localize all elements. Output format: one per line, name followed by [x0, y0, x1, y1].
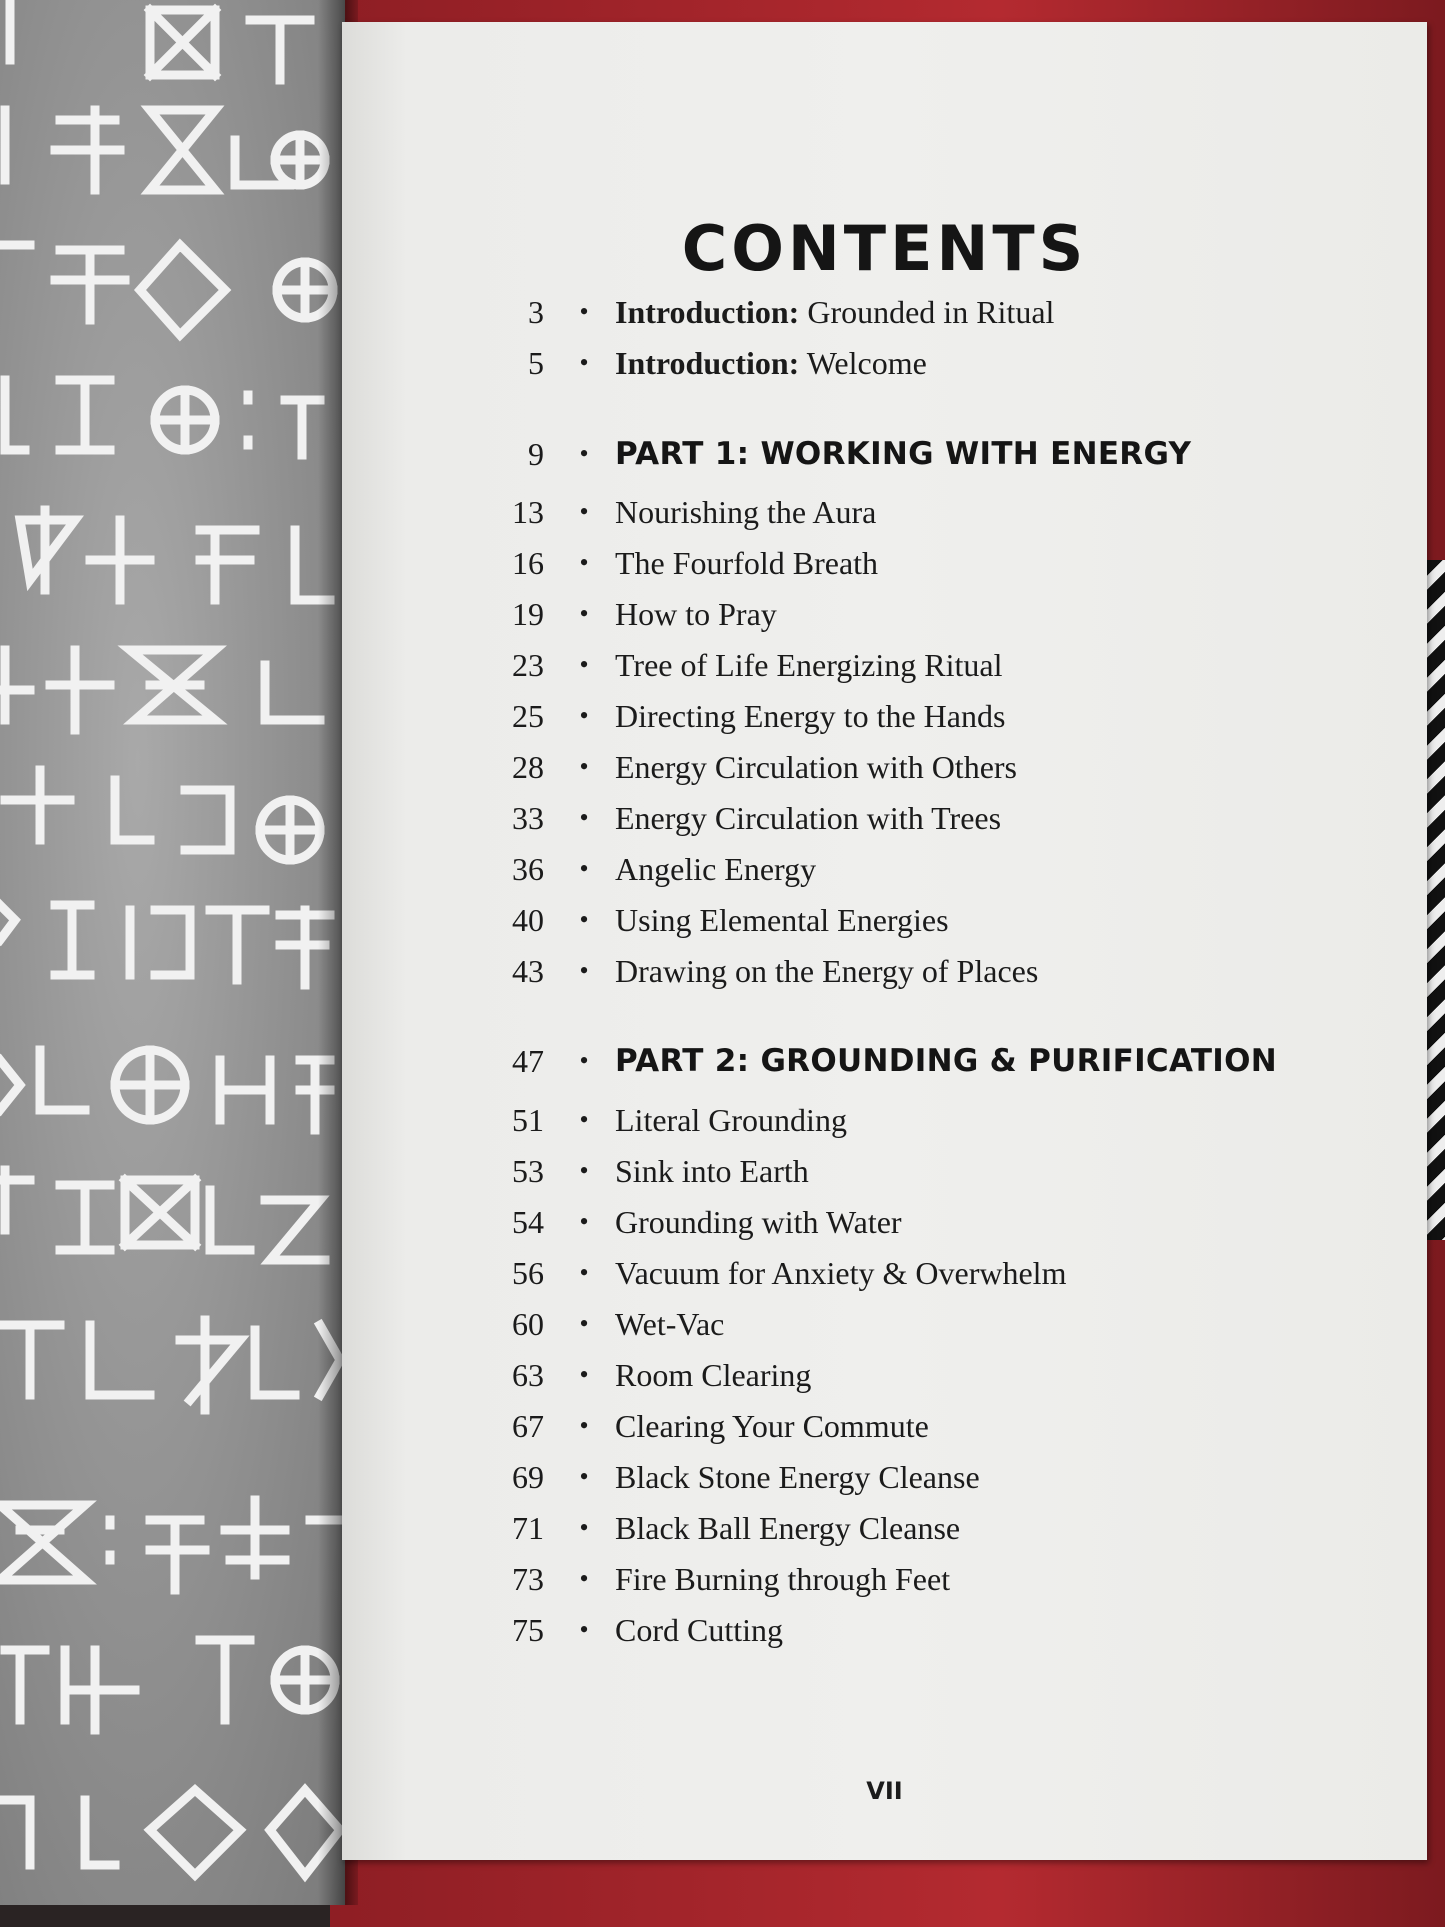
- toc-entry-text: Angelic Energy: [615, 851, 817, 887]
- toc-entry-text: Black Ball Energy Cleanse: [615, 1510, 961, 1546]
- toc-entry-title: [615, 795, 1001, 841]
- toc-entry-title: [615, 431, 1191, 477]
- toc-entry-text: Fire Burning through Feet: [615, 1561, 951, 1597]
- toc-entry-title: [615, 693, 1005, 739]
- toc-page-number: 56: [512, 1255, 544, 1291]
- toc-page-number: 19: [512, 596, 544, 632]
- bullet-icon: •: [579, 1046, 589, 1075]
- toc-entry-text: Drawing on the Energy of Places: [615, 953, 1039, 989]
- toc-page-number: 71: [512, 1510, 544, 1546]
- toc-entry-title: [615, 948, 1038, 994]
- toc-page-number: 54: [512, 1204, 544, 1240]
- bullet-icon: •: [579, 1462, 589, 1491]
- toc-entry-title: [615, 289, 1054, 335]
- toc-entry-text: Clearing Your Commute: [615, 1408, 929, 1444]
- bullet-icon: •: [579, 803, 589, 832]
- toc-entry-title: [615, 1403, 929, 1449]
- toc-page-number: 33: [512, 800, 544, 836]
- bullet-icon: •: [579, 854, 589, 883]
- toc-page-number: 16: [512, 545, 544, 581]
- bullet-icon: •: [579, 599, 589, 628]
- bullet-icon: •: [579, 1207, 589, 1236]
- toc-entry-text: Energy Circulation with Trees: [615, 800, 1002, 836]
- toc-page-number: 51: [512, 1102, 544, 1138]
- bullet-icon: •: [579, 1309, 589, 1338]
- toc-entry-text: Cord Cutting: [615, 1612, 784, 1648]
- toc-entry-title: [615, 591, 777, 637]
- toc-entry-title: [615, 846, 816, 892]
- glyph-pattern-icon: [0, 0, 345, 1905]
- bullet-icon: •: [579, 1615, 589, 1644]
- bullet-icon: •: [579, 1105, 589, 1134]
- toc-entry-text: Wet-Vac: [615, 1306, 725, 1342]
- toc-page-number: 5: [528, 345, 544, 381]
- bullet-icon: •: [579, 1513, 589, 1542]
- toc-page-number: 23: [512, 647, 544, 683]
- bullet-icon: •: [579, 956, 589, 985]
- bullet-icon: •: [579, 297, 589, 326]
- contents-page: [342, 22, 1427, 1860]
- bullet-icon: •: [579, 548, 589, 577]
- toc-entry-text: Sink into Earth: [615, 1153, 809, 1189]
- toc-entry-text: Welcome: [799, 345, 927, 381]
- toc-entry-text: The Fourfold Breath: [615, 545, 879, 581]
- bullet-icon: •: [579, 650, 589, 679]
- toc-page-number: 40: [512, 902, 544, 938]
- toc-page-number: 75: [512, 1612, 544, 1648]
- toc-entry-text: Black Stone Energy Cleanse: [615, 1459, 980, 1495]
- toc-page-number: 13: [512, 494, 544, 530]
- bullet-icon: •: [579, 701, 589, 730]
- toc-page-number: 53: [512, 1153, 544, 1189]
- toc-entry-text: Nourishing the Aura: [615, 494, 877, 530]
- toc-entry-title: [615, 1556, 950, 1602]
- toc-page-number: 63: [512, 1357, 544, 1393]
- toc-entry-text: PART 2: GROUNDING & PURIFICATION: [615, 1043, 1278, 1079]
- toc-entry-title: [615, 744, 1017, 790]
- toc-entry-text: Literal Grounding: [615, 1102, 847, 1138]
- toc-entry-title: [615, 1301, 724, 1347]
- bullet-icon: •: [579, 752, 589, 781]
- toc-entry-text: How to Pray: [615, 596, 777, 632]
- bullet-icon: •: [579, 348, 589, 377]
- toc-entry-title: [615, 1148, 809, 1194]
- toc-entry-text: Tree of Life Energizing Ritual: [615, 647, 1003, 683]
- toc-page-number: 73: [512, 1561, 544, 1597]
- toc-entry-title: [615, 1097, 847, 1143]
- page-title: CONTENTS: [681, 212, 1088, 285]
- toc-page-number: 67: [512, 1408, 544, 1444]
- bullet-icon: •: [579, 905, 589, 934]
- toc-page-number: 36: [512, 851, 544, 887]
- toc-entry-text: Vacuum for Anxiety & Overwhelm: [615, 1255, 1067, 1291]
- bullet-icon: •: [579, 1360, 589, 1389]
- toc-entry-text: Energy Circulation with Others: [615, 749, 1017, 785]
- toc-entry-text: Directing Energy to the Hands: [615, 698, 1006, 734]
- toc-entry-title: [615, 1607, 783, 1653]
- toc-entry-text: Grounding with Water: [615, 1204, 902, 1240]
- page-folio: VII: [866, 1777, 903, 1805]
- toc-entry-title: [615, 642, 1002, 688]
- bullet-icon: •: [579, 1156, 589, 1185]
- toc-page-number: 28: [512, 749, 544, 785]
- toc-entry-title: [615, 1199, 902, 1245]
- toc-page-number: 43: [512, 953, 544, 989]
- toc-entry-title: [615, 340, 927, 386]
- toc-page-number: 47: [512, 1043, 544, 1079]
- bullet-icon: •: [579, 1564, 589, 1593]
- toc-entry-title: [615, 1352, 811, 1398]
- table-of-contents: [342, 22, 1427, 1860]
- toc-entry-label: Introduction:: [615, 294, 800, 330]
- bullet-icon: •: [579, 497, 589, 526]
- toc-entry-text: Room Clearing: [615, 1357, 812, 1393]
- left-page-symbol-pattern: [0, 0, 345, 1905]
- toc-entry-title: [615, 897, 949, 943]
- toc-entry-text: Grounded in Ritual: [799, 294, 1055, 330]
- toc-entry-text: PART 1: WORKING WITH ENERGY: [615, 436, 1192, 472]
- toc-entry-title: [615, 1454, 980, 1500]
- toc-page-number: 69: [512, 1459, 544, 1495]
- bullet-icon: •: [579, 1258, 589, 1287]
- bullet-icon: •: [579, 1411, 589, 1440]
- toc-page-number: 3: [528, 294, 544, 330]
- toc-entry-title: [615, 489, 876, 535]
- toc-entry-title: [615, 1250, 1066, 1296]
- toc-page-number: 60: [512, 1306, 544, 1342]
- toc-entry-text: Using Elemental Energies: [615, 902, 949, 938]
- toc-page-number: 9: [528, 436, 544, 472]
- bullet-icon: •: [579, 439, 589, 468]
- toc-entry-label: Introduction:: [615, 345, 800, 381]
- toc-page-number: 25: [512, 698, 544, 734]
- toc-entry-title: [615, 1038, 1277, 1084]
- toc-entry-title: [615, 1505, 960, 1551]
- toc-entry-title: [615, 540, 878, 586]
